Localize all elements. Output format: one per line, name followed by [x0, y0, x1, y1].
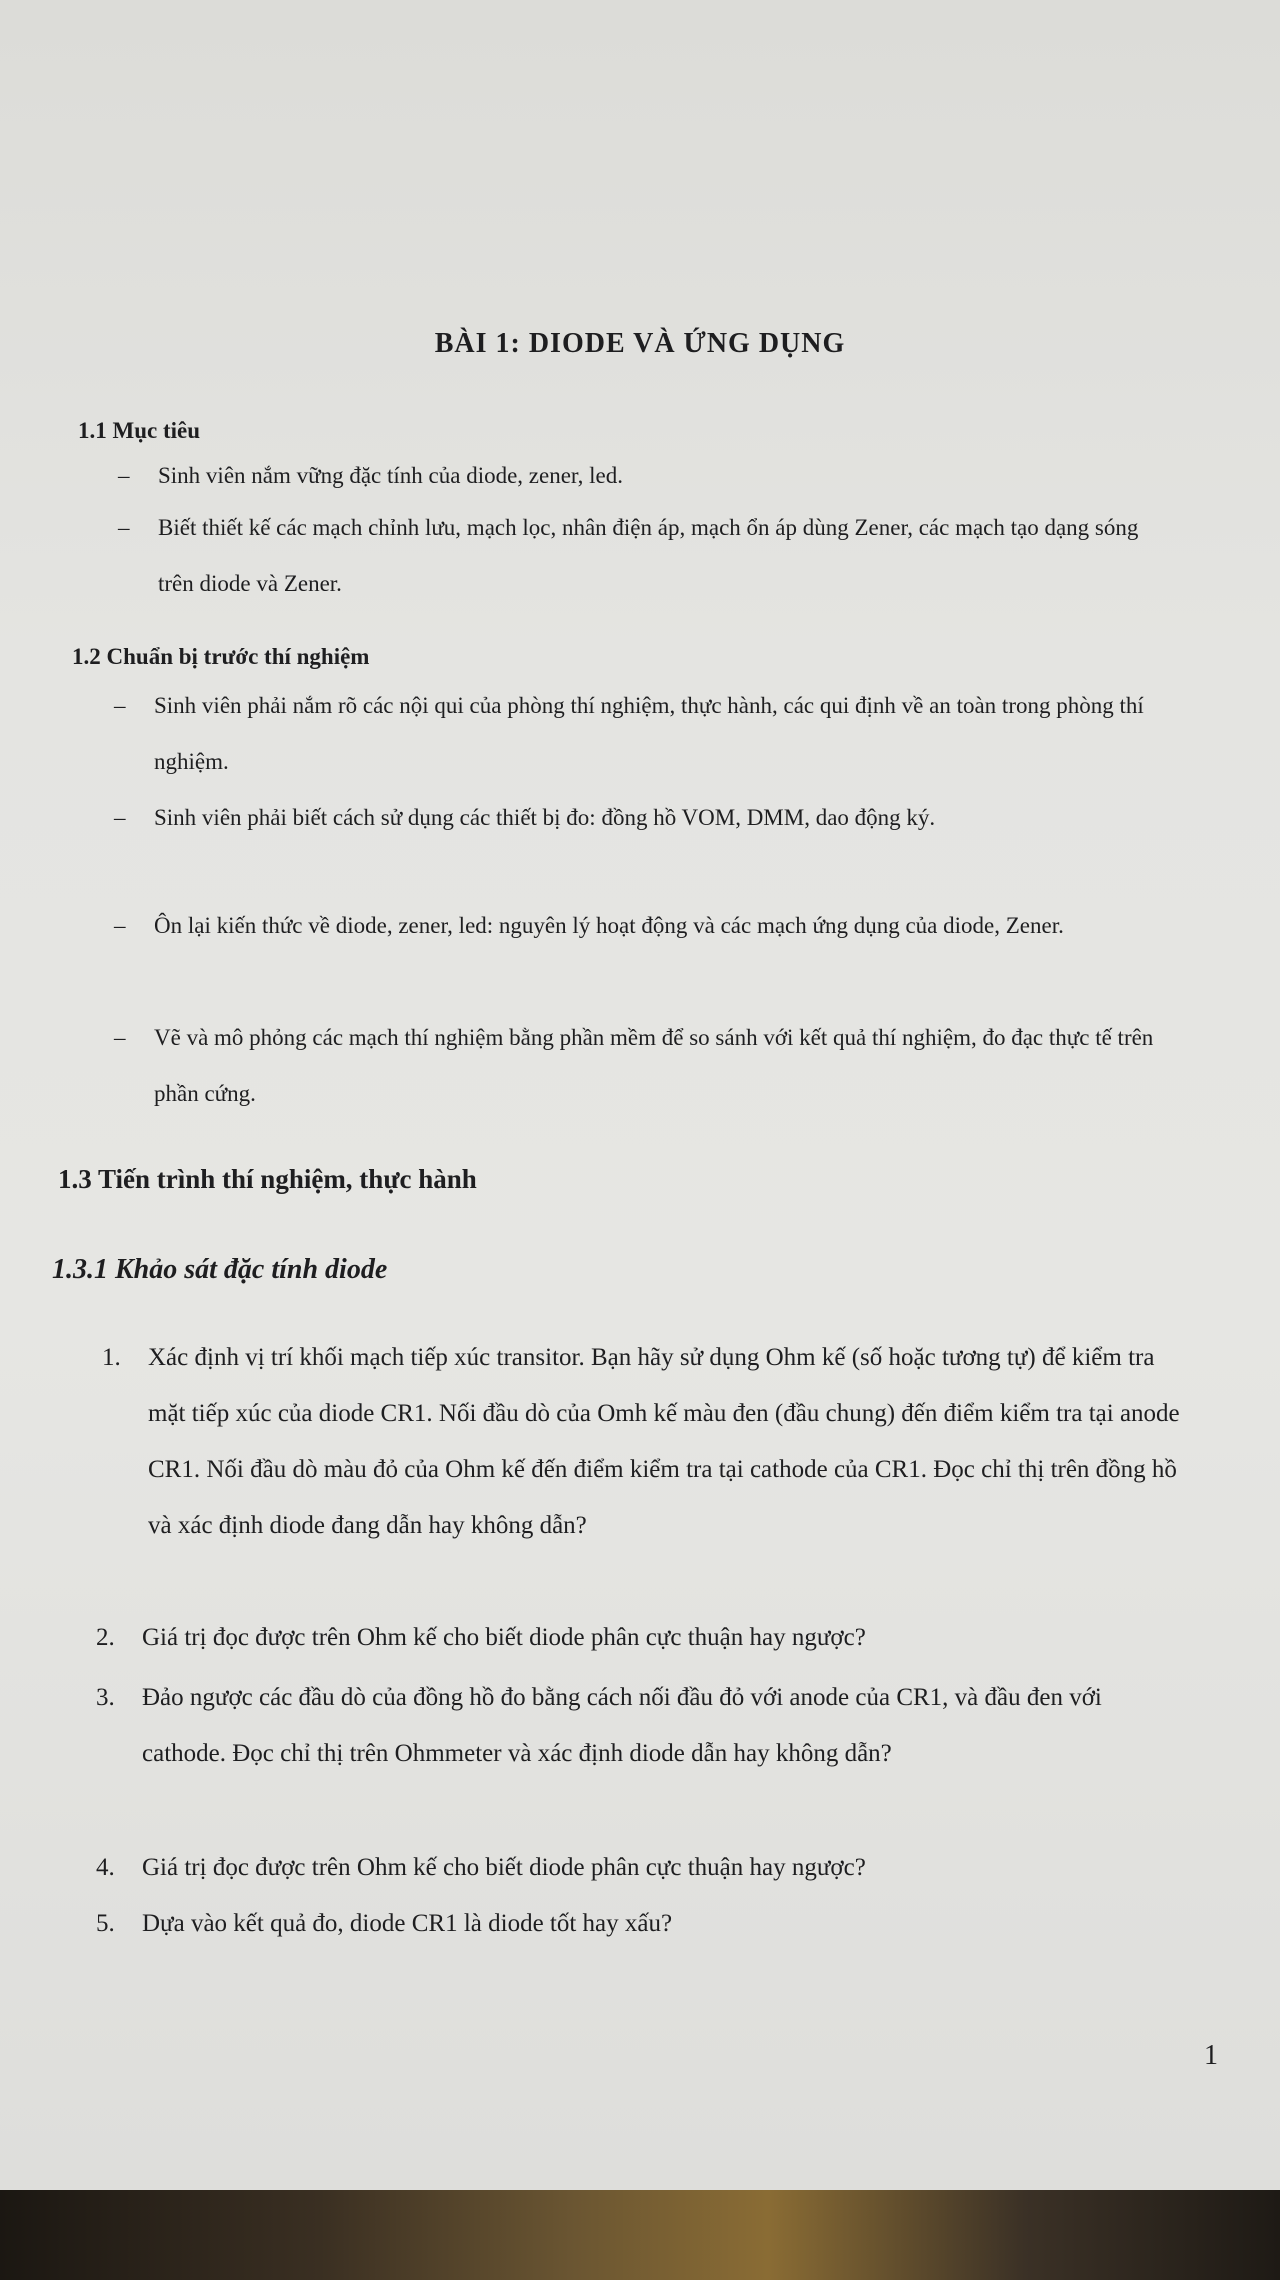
list-item-text: Giá trị đọc được trên Ohm kế cho biết diode phân cực thuận hay ngược?: [142, 1624, 866, 1651]
desk-background: [0, 2190, 1280, 2280]
item-number: 2.: [96, 1624, 115, 1651]
list-item: [114, 790, 1174, 846]
dash-marker: –: [118, 463, 130, 488]
section-heading-1-1: 1.1 Mục tiêu: [78, 418, 201, 443]
section-heading-1-3: 1.3 Tiến trình thí nghiệm, thực hành: [58, 1164, 477, 1194]
section-heading-1-3-1: 1.3.1 Khảo sát đặc tính diode: [52, 1254, 388, 1285]
list-item-text: Sinh viên nắm vững đặc tính của diode, zener, led.: [158, 463, 624, 488]
list-item-text: Xác định vị trí khối mạch tiếp xúc transitor. Bạn hãy sử dụng Ohm kế (số hoặc tương tự) để kiểm tra mặt tiếp xúc của diode CR1. Nối đầu dò của Omh kế màu đen (đầu chung) đến điểm kiểm tra tại anode CR1. Nối đầu dò màu đỏ của Ohm kế đến điểm kiểm tra tại cathode của CR1. Đọc chỉ thị trên đồng hồ và xác định diode đang dẫn hay không dẫn?: [148, 1344, 1180, 1539]
list-item-text: Giá trị đọc được trên Ohm kế cho biết diode phân cực thuận hay ngược?: [142, 1854, 866, 1881]
dash-marker: –: [114, 913, 126, 938]
page-title: BÀI 1: DIODE VÀ ỨNG DỤNG: [434, 328, 846, 359]
item-number: 1.: [102, 1344, 121, 1371]
list-item: [96, 1896, 1182, 1952]
list-item: [102, 1330, 1180, 1554]
list-item-text: Sinh viên phải biết cách sử dụng các thiết bị đo: đồng hồ VOM, DMM, dao động ký.: [154, 805, 936, 830]
list-item: [118, 500, 1168, 612]
dash-marker: –: [114, 693, 126, 718]
list-item-text: Sinh viên phải nắm rõ các nội qui của phòng thí nghiệm, thực hành, các qui định về an toàn trong phòng thí nghiệm.: [154, 693, 1144, 774]
list-item-text: Đảo ngược các đầu dò của đồng hồ đo bằng cách nối đầu đỏ với anode của CR1, và đầu đen với cathode. Đọc chỉ thị trên Ohmmeter và xác định diode dẫn hay không dẫn?: [142, 1684, 1102, 1767]
list-item-text: Vẽ và mô phỏng các mạch thí nghiệm bằng phần mềm để so sánh với kết quả thí nghiệm, đo đạc thực tế trên phần cứng.: [154, 1025, 1154, 1106]
list-item-text: Biết thiết kế các mạch chỉnh lưu, mạch lọc, nhân điện áp, mạch ổn áp dùng Zener, các mạch tạo dạng sóng trên diode và Zener.: [158, 515, 1139, 596]
item-number: 3.: [96, 1684, 115, 1711]
list-item: [114, 1010, 1174, 1122]
list-item: [96, 1670, 1182, 1782]
page-number: 1: [1204, 2040, 1218, 2071]
list-item-text: Ôn lại kiến thức về diode, zener, led: nguyên lý hoạt động và các mạch ứng dụng của diode, Zener.: [154, 913, 1064, 938]
list-item: [114, 678, 1174, 790]
dash-marker: –: [114, 1025, 126, 1050]
list-item: [118, 448, 1178, 504]
list-item: [114, 898, 1174, 954]
item-number: 5.: [96, 1910, 115, 1937]
dash-marker: –: [114, 805, 126, 830]
item-number: 4.: [96, 1854, 115, 1881]
list-item: [96, 1610, 1182, 1666]
list-item-text: Dựa vào kết quả đo, diode CR1 là diode tốt hay xấu?: [142, 1910, 673, 1937]
section-heading-1-2: 1.2 Chuẩn bị trước thí nghiệm: [72, 644, 370, 669]
list-item: [96, 1840, 1182, 1896]
dash-marker: –: [118, 515, 130, 540]
